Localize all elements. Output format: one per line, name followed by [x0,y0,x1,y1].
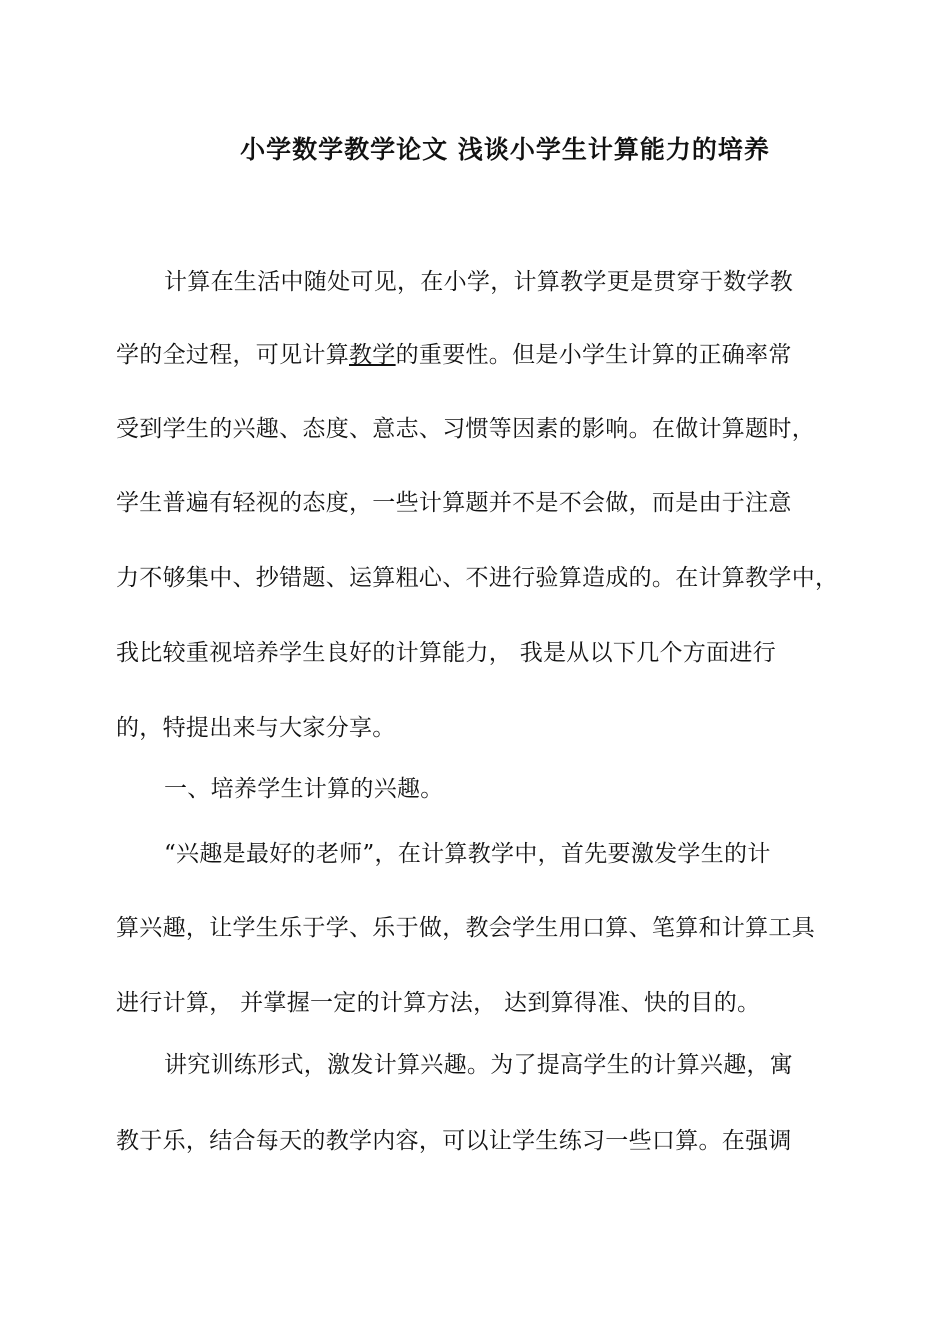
paragraph-line: 进行计算， 并掌握一定的计算方法， 达到算得准、快的目的。 [116,990,761,1016]
paragraph-line: 我比较重视培养学生良好的计算能力， 我是从以下几个方面进行 [116,640,777,666]
paragraph-line [116,336,792,369]
paragraph-line: 讲究训练形式，激发计算兴趣。为了提高学生的计算兴趣，寓 [164,1052,794,1078]
text-segment: 的重要性。但是小学生计算的正确率常 [395,342,792,368]
text-segment: 学的全过程，可见计算 [116,342,349,368]
paragraph-line: “兴趣是最好的老师”，在计算教学中，首先要激发学生的计 [164,841,771,867]
document-title: 小学数学教学论文 浅谈小学生计算能力的培养 [240,135,770,164]
paragraph-line: 受到学生的兴趣、态度、意志、习惯等因素的影响。在做计算题时， [116,416,815,442]
underlined-link-text[interactable]: 教学 [349,342,396,368]
section-heading: 一、培养学生计算的兴趣。 [164,776,444,802]
paragraph-line: 学生普遍有轻视的态度，一些计算题并不是不会做，而是由于注意 [116,490,792,516]
paragraph-line: 教于乐，结合每天的教学内容，可以让学生练习一些口算。在强调 [116,1128,792,1154]
paragraph-line: 力不够集中、抄错题、运算粗心、不进行验算造成的。在计算教学中， [116,565,839,591]
paragraph-line: 的，特提出来与大家分享。 [116,715,396,741]
paragraph-line: 算兴趣，让学生乐于学、乐于做，教会学生用口算、笔算和计算工具 [116,915,815,941]
paragraph-line: 计算在生活中随处可见，在小学，计算教学更是贯穿于数学教 [164,269,794,295]
